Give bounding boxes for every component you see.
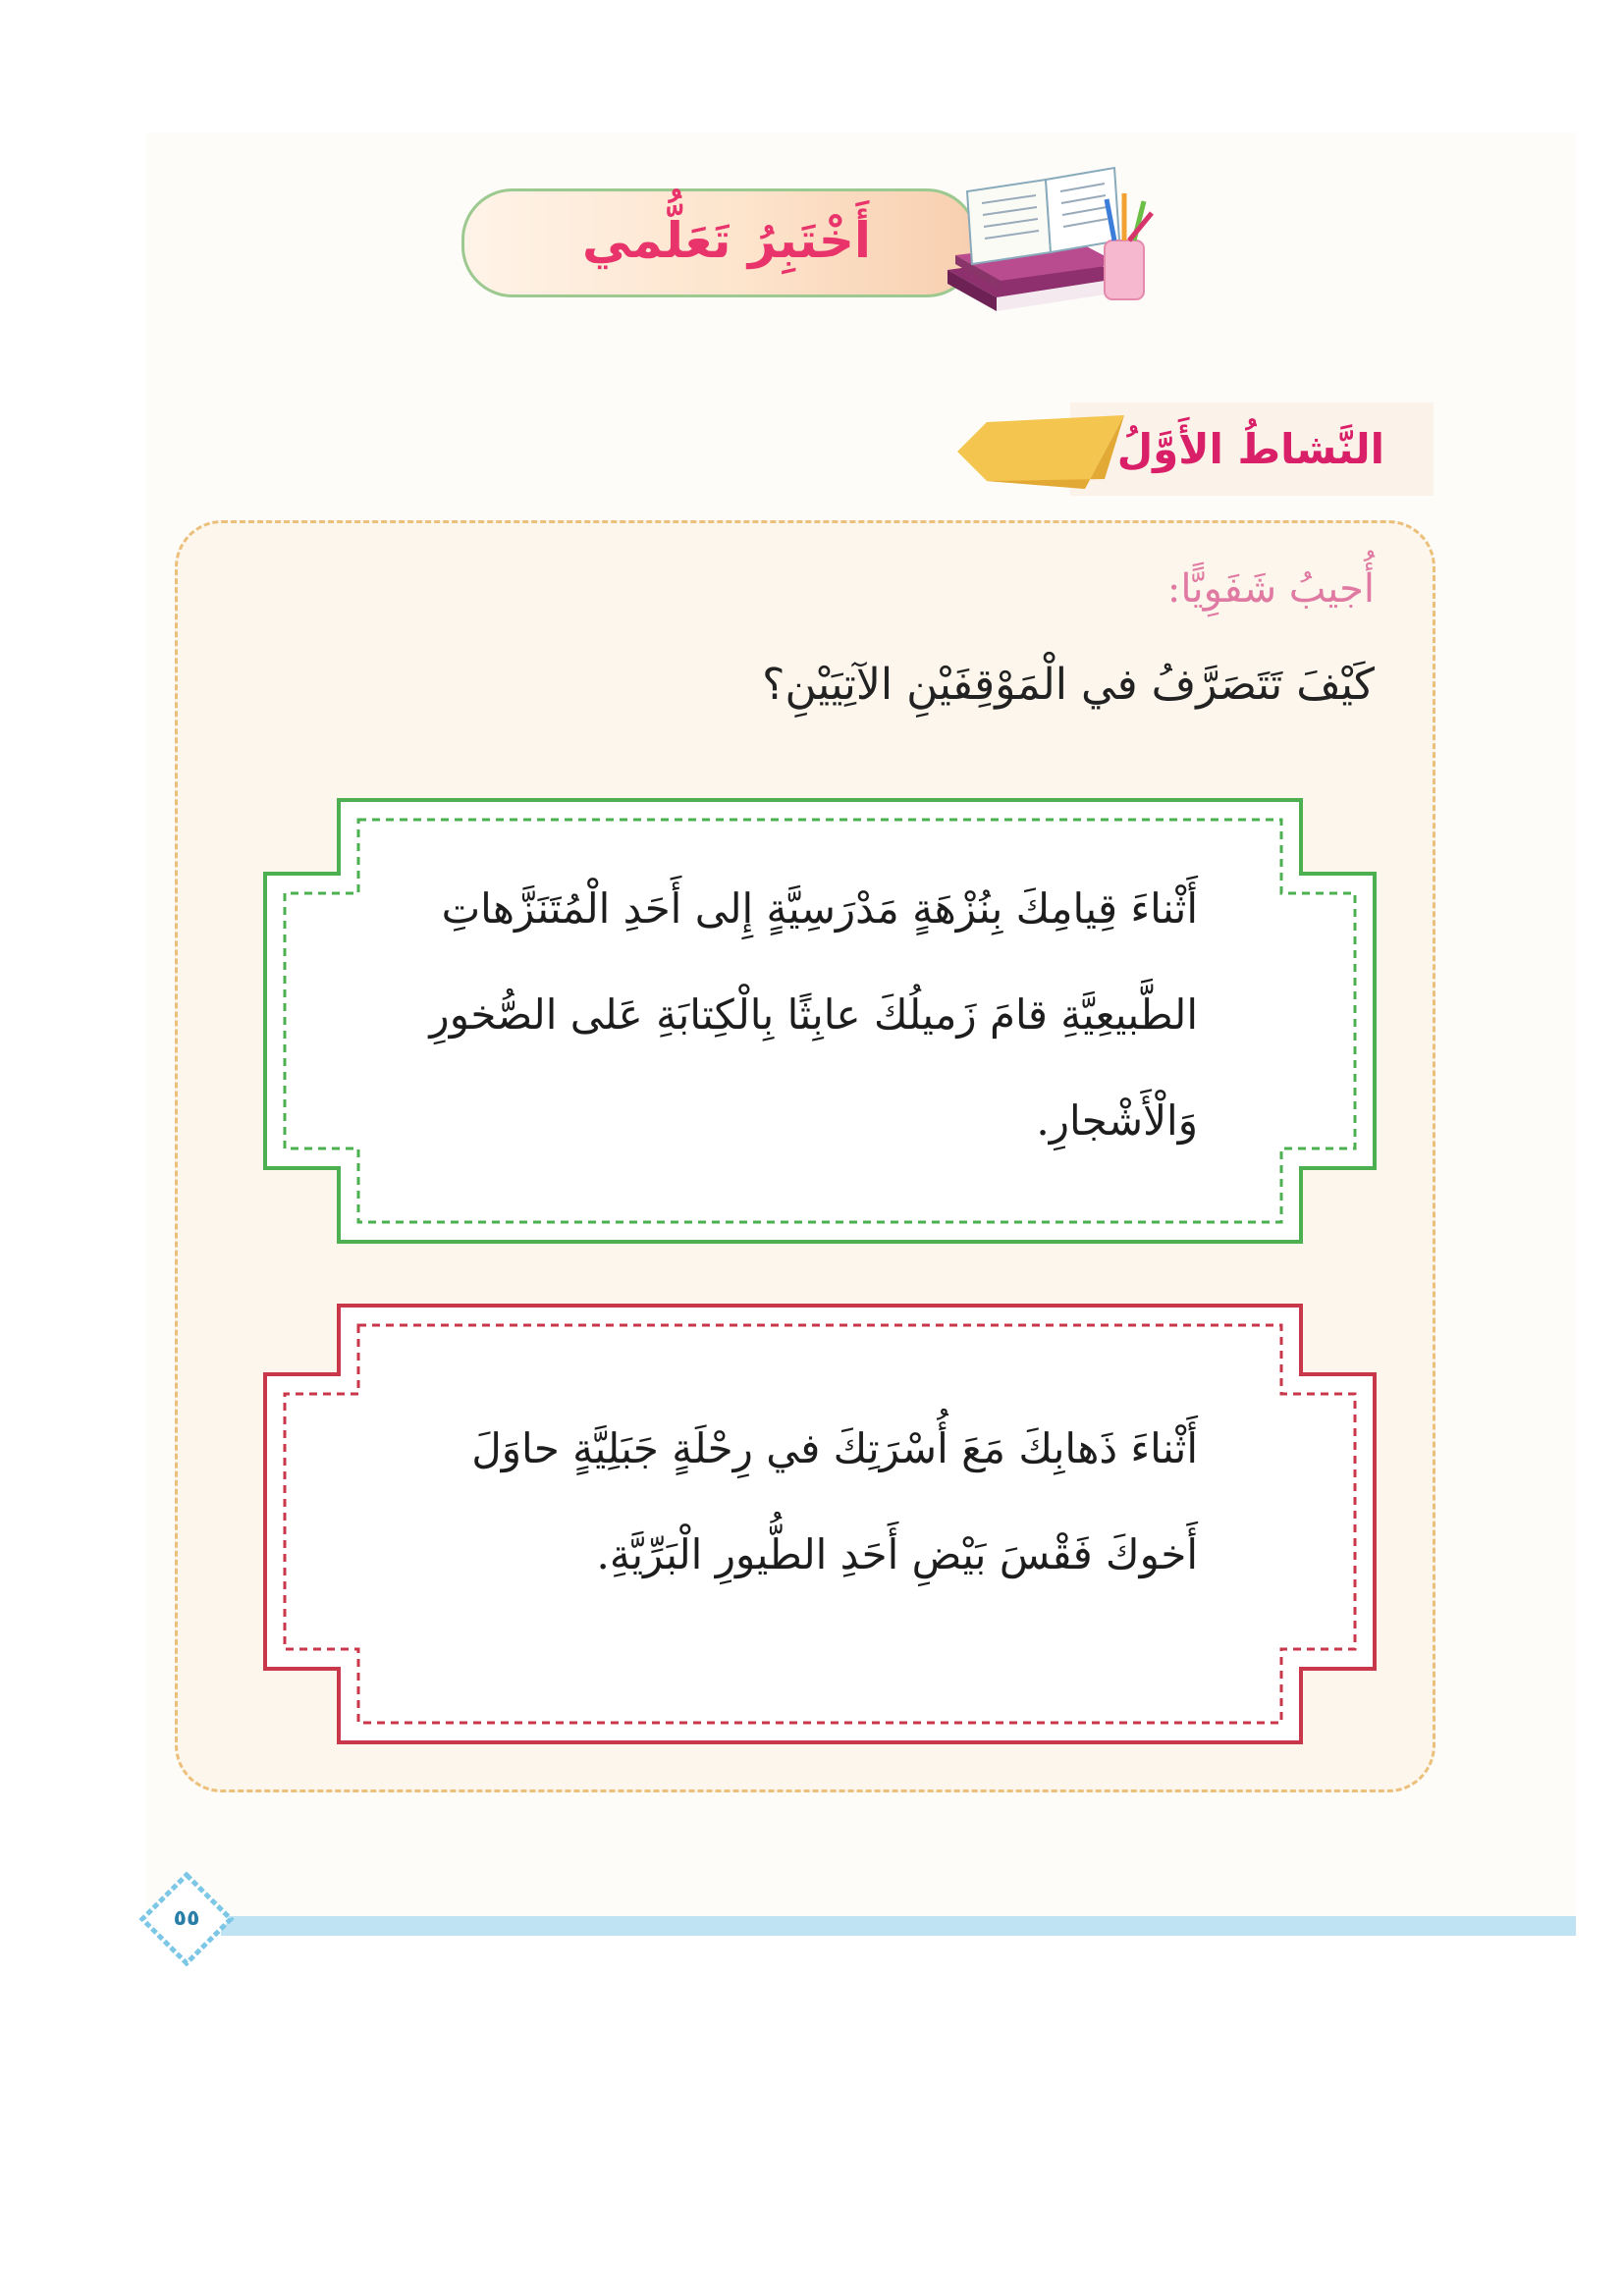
situation-1-line-2: الطَّبيعِيَّةِ قامَ زَميلُكَ عابِثًا بِالْكِتابَةِ عَلى الصُّخورِ <box>429 990 1198 1039</box>
page-title: أَخْتَبِرُ تَعَلُّمي <box>581 212 872 269</box>
situation-2-line-2: أَخوكَ فَقْسَ بَيْضِ أَحَدِ الطُّيورِ الْبَرِّيَّةِ. <box>596 1530 1198 1578</box>
activity-label: النَّشاطُ الأَوَّلُ <box>1116 425 1384 473</box>
page-number: ٥٥ <box>173 1906 200 1931</box>
situation-text-1 <box>412 856 1198 1174</box>
situation-1-line-1: أَثْناءَ قِيامِكَ بِنُزْهَةٍ مَدْرَسِيَّةٍ إِلى أَحَدِ الْمُتَنَزَّهاتِ <box>441 884 1198 933</box>
tag-arrow-icon <box>957 410 1124 494</box>
question-text: كَيْفَ تَتَصَرَّفُ في الْمَوْقِفَيْنِ الآتِيَيْنِ؟ <box>762 660 1375 710</box>
situation-1-line-3: وَالْأَشْجارِ. <box>1036 1096 1198 1145</box>
footer-bar <box>221 1916 1576 1936</box>
books-icon <box>928 162 1159 319</box>
situation-2-line-1: أَثْناءَ ذَهابِكَ مَعَ أُسْرَتِكَ في رِحْلَةٍ جَبَلِيَّةٍ حاوَلَ <box>471 1424 1198 1472</box>
situation-text-2 <box>412 1396 1198 1608</box>
instruction-text: أُجيبُ شَفَوِيًّا: <box>1166 566 1375 612</box>
